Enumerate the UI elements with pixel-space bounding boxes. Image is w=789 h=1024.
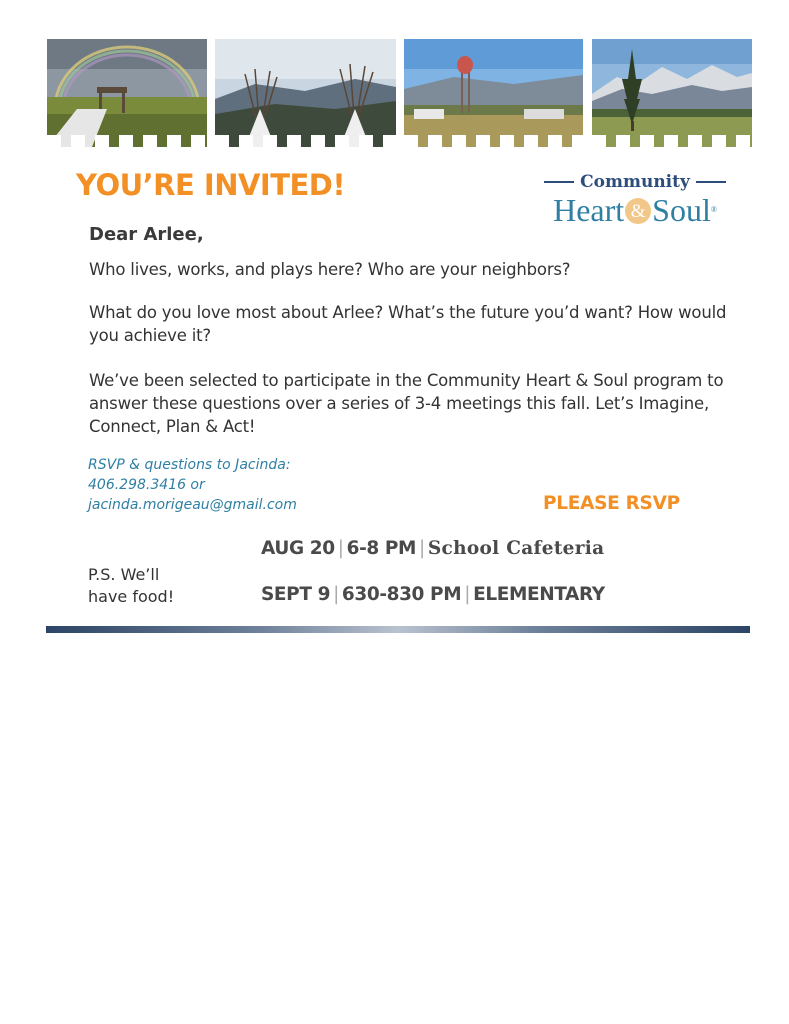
ps-line-2: have food!	[88, 587, 175, 606]
separator: |	[337, 538, 344, 559]
rainbow-over-arbor-photo	[47, 39, 207, 147]
ps-note	[88, 564, 174, 608]
please-rsvp-label: PLEASE RSVP	[543, 493, 680, 514]
separator: |	[419, 538, 425, 559]
salutation: Dear Arlee,	[89, 224, 204, 245]
event-date: SEPT 9	[261, 584, 331, 605]
logo-dash-right	[696, 181, 726, 183]
event-date: AUG 20	[261, 538, 335, 559]
event-place: School Cafeteria	[427, 538, 605, 559]
event-time: 6-8 PM	[346, 538, 417, 559]
logo-community-text: Community	[580, 172, 690, 192]
rsvp-email: jacinda.morigeau@gmail.com	[88, 497, 297, 513]
headline: YOU’RE INVITED!	[76, 168, 346, 202]
logo-heart-text: Heart	[553, 192, 625, 228]
paragraph-program: We’ve been selected to participate in the Community Heart & Soul program to answer these questions over a series of 3-4 meetings this fall. Let’s Imagine, Connect, Plan & Act!	[89, 371, 724, 436]
paragraph-neighbors: Who lives, works, and plays here? Who are your neighbors?	[89, 260, 571, 279]
logo-top-line	[540, 172, 730, 192]
event-place: ELEMENTARY	[473, 584, 605, 605]
rsvp-contact-line: RSVP & questions to Jacinda:	[88, 457, 291, 473]
logo-soul-text: Soul	[652, 192, 711, 228]
paragraph-future: What do you love most about Arlee? What’s the future you’d want? How would you achieve it?	[89, 303, 727, 345]
separator: |	[333, 584, 339, 605]
footer-rule	[46, 626, 750, 633]
logo-ampersand-icon: &	[625, 198, 651, 224]
water-tower-photo	[404, 39, 583, 147]
event-row	[261, 538, 604, 559]
community-heart-soul-logo	[540, 172, 730, 226]
ps-line-1: P.S. We’ll	[88, 565, 160, 584]
logo-trademark: ®	[710, 205, 717, 214]
event-time: 630-830 PM	[341, 584, 462, 605]
logo-dash-left	[544, 181, 574, 183]
separator: |	[464, 584, 471, 605]
tipi-poles-photo	[215, 39, 396, 147]
rsvp-contact	[88, 455, 297, 515]
rsvp-phone: 406.298.3416 or	[88, 477, 205, 493]
event-row	[261, 584, 605, 605]
logo-main-line	[540, 194, 730, 226]
mountain-range-photo	[592, 39, 752, 147]
